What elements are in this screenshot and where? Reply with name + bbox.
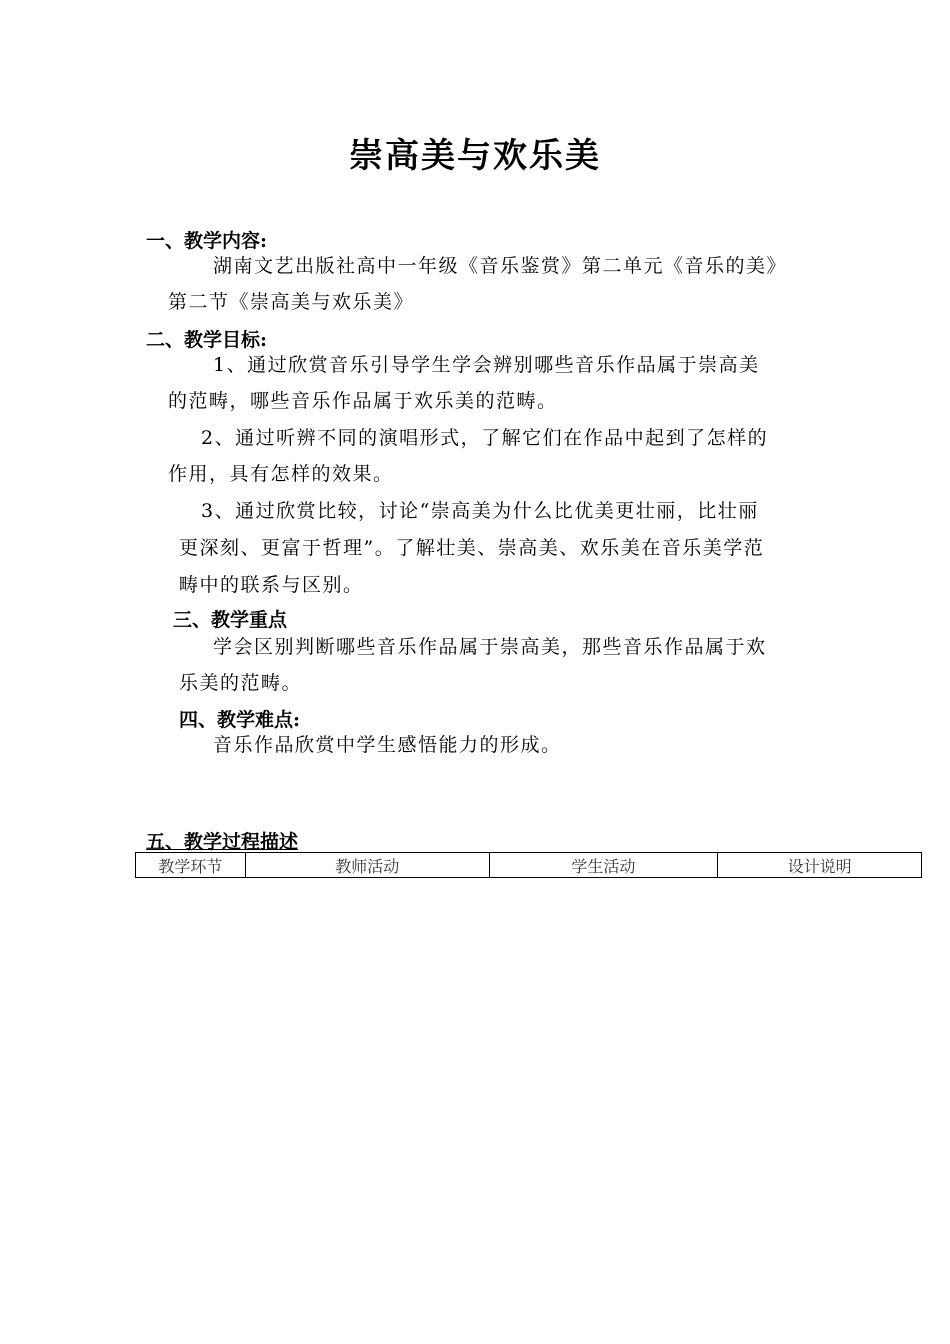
section-heading-process: 五、教学过程描述 xyxy=(146,831,299,853)
process-table xyxy=(135,852,922,878)
goal-3-line-1: 3、通过欣赏比较，讨论“崇高美为什么比优美更壮丽，比壮丽 xyxy=(201,500,759,522)
section-heading-key-points: 三、教学重点 xyxy=(173,609,288,631)
key-points-line-2: 乐美的范畴。 xyxy=(179,672,303,694)
column-header-teacher-activity: 教师活动 xyxy=(245,853,489,878)
goal-2-line-1: 2、通过听辨不同的演唱形式，了解它们在作品中起到了怎样的 xyxy=(201,427,769,449)
goal-1-line-1: 1、通过欣赏音乐引导学生学会辨别哪些音乐作品属于崇高美 xyxy=(213,354,760,376)
content-line-1: 湖南文艺出版社高中一年级《音乐鉴赏》第二单元《音乐的美》 xyxy=(213,255,788,277)
section-heading-goals: 二、教学目标: xyxy=(146,329,268,351)
section-heading-difficulties: 四、教学难点: xyxy=(179,709,301,731)
key-points-line-1: 学会区别判断哪些音乐作品属于崇高美，那些音乐作品属于欢 xyxy=(213,636,767,658)
goal-2-line-2: 作用，具有怎样的效果。 xyxy=(168,463,394,485)
page-title: 崇高美与欢乐美 xyxy=(349,136,601,176)
difficulties-line-1: 音乐作品欣赏中学生感悟能力的形成。 xyxy=(213,734,562,756)
column-header-student-activity: 学生活动 xyxy=(489,853,718,878)
column-header-teaching-stage: 教学环节 xyxy=(136,853,246,878)
goal-1-line-2: 的范畴，哪些音乐作品属于欢乐美的范畴。 xyxy=(168,390,558,412)
goal-3-line-2: 更深刻、更富于哲理”。了解壮美、崇高美、欢乐美在音乐美学范 xyxy=(179,537,765,559)
column-header-design-notes: 设计说明 xyxy=(718,853,922,878)
table-header-row xyxy=(136,853,922,878)
content-line-2: 第二节《崇高美与欢乐美》 xyxy=(168,291,415,313)
section-heading-content: 一、教学内容: xyxy=(146,230,268,252)
goal-3-line-3: 畴中的联系与区别。 xyxy=(179,574,364,596)
